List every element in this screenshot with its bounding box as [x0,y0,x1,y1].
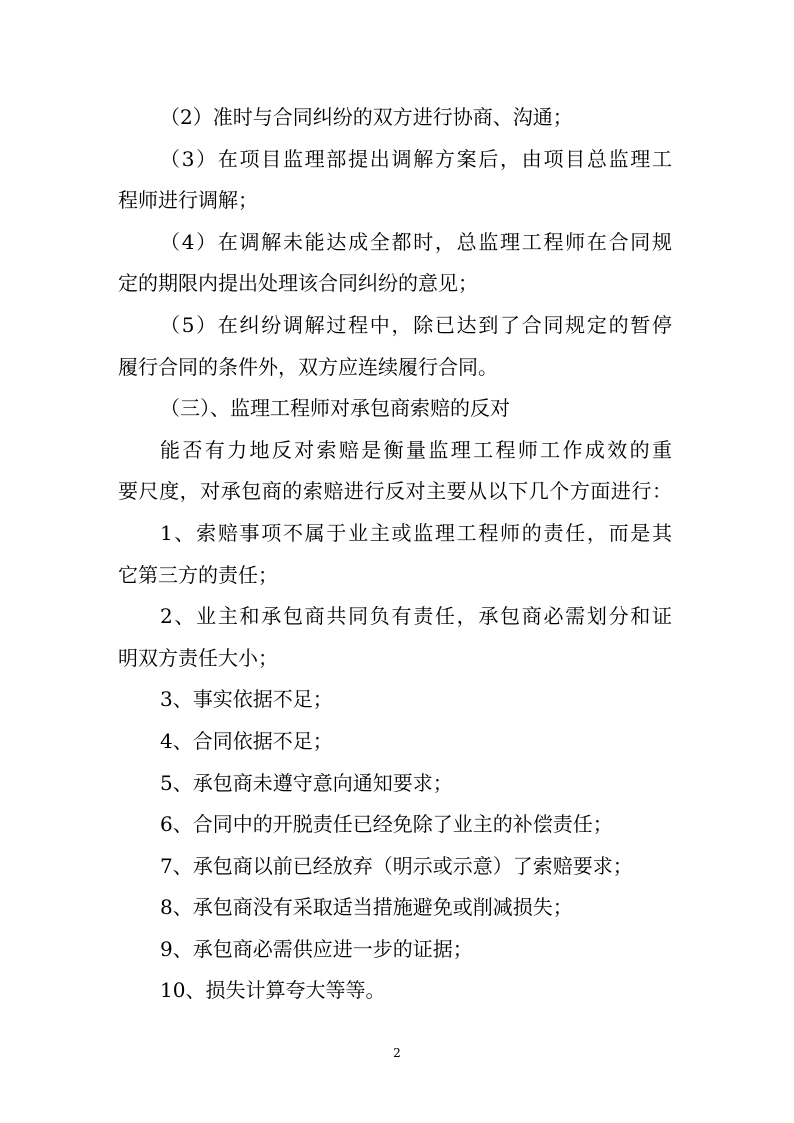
text-line: 4、合同依据不足； [160,728,333,753]
text-line: 明双方责任大小； [118,645,278,670]
text-line: （3）在项目监理部提出调解方案后，由项目总监理工 [160,146,672,171]
list-item-5 [118,763,672,805]
text-line: 10、损失计算夸大等等。 [160,978,386,1003]
list-item-9 [118,929,672,971]
text-line: （5）在纠纷调解过程中，除已达到了合同规定的暂停 [160,312,672,337]
list-item-3 [118,679,672,721]
list-item-2 [118,596,672,679]
text-line: 3、事实依据不足； [160,687,333,712]
paragraph-item-5 [118,305,672,388]
text-line: 9、承包商必需供应进一步的证据； [160,936,473,961]
list-item-7 [118,846,672,888]
paragraph-intro [118,430,672,513]
document-body [118,97,672,1012]
page-number: 2 [393,1046,401,1060]
paragraph-item-2 [118,97,672,139]
list-item-6 [118,804,672,846]
section-heading [118,388,672,430]
list-item-8 [118,887,672,929]
text-line: （4）在调解未能达成全都时，总监理工程师在合同规 [160,229,672,254]
text-line: （2）准时与合同纠纷的双方进行协商、沟通； [160,105,573,129]
text-line: 能否有力地反对索赔是衡量监理工程师工作成效的重 [160,437,672,462]
list-item-1 [118,513,672,596]
text-line: 5、承包商未遵守意向通知要求； [160,770,453,795]
text-line: 2、业主和承包商共同负有责任，承包商必需划分和证 [160,604,672,629]
paragraph-item-4 [118,222,672,305]
text-line: 它第三方的责任； [118,562,278,587]
text-line: 8、承包商没有采取适当措施避免或削减损失； [160,895,573,920]
text-line: 6、合同中的开脱责任已经免除了业主的补偿责任； [160,812,613,837]
paragraph-item-3 [118,139,672,222]
list-item-4 [118,721,672,763]
list-item-10 [118,970,672,1012]
text-line: 程师进行调解； [118,188,258,213]
text-line: 履行合同的条件外，双方应连续履行合同。 [118,354,498,379]
text-line: 7、承包商以前已经放弃（明示或示意）了索赔要求； [160,853,633,878]
text-line: 1、索赔事项不属于业主或监理工程师的责任，而是其 [160,520,672,545]
text-line: 要尺度，对承包商的索赔进行反对主要从以下几个方面进行： [118,479,672,504]
text-line: 定的期限内提出处理该合同纠纷的意见； [118,271,478,296]
heading-line: （三）、监理工程师对承包商索赔的反对 [160,396,510,421]
